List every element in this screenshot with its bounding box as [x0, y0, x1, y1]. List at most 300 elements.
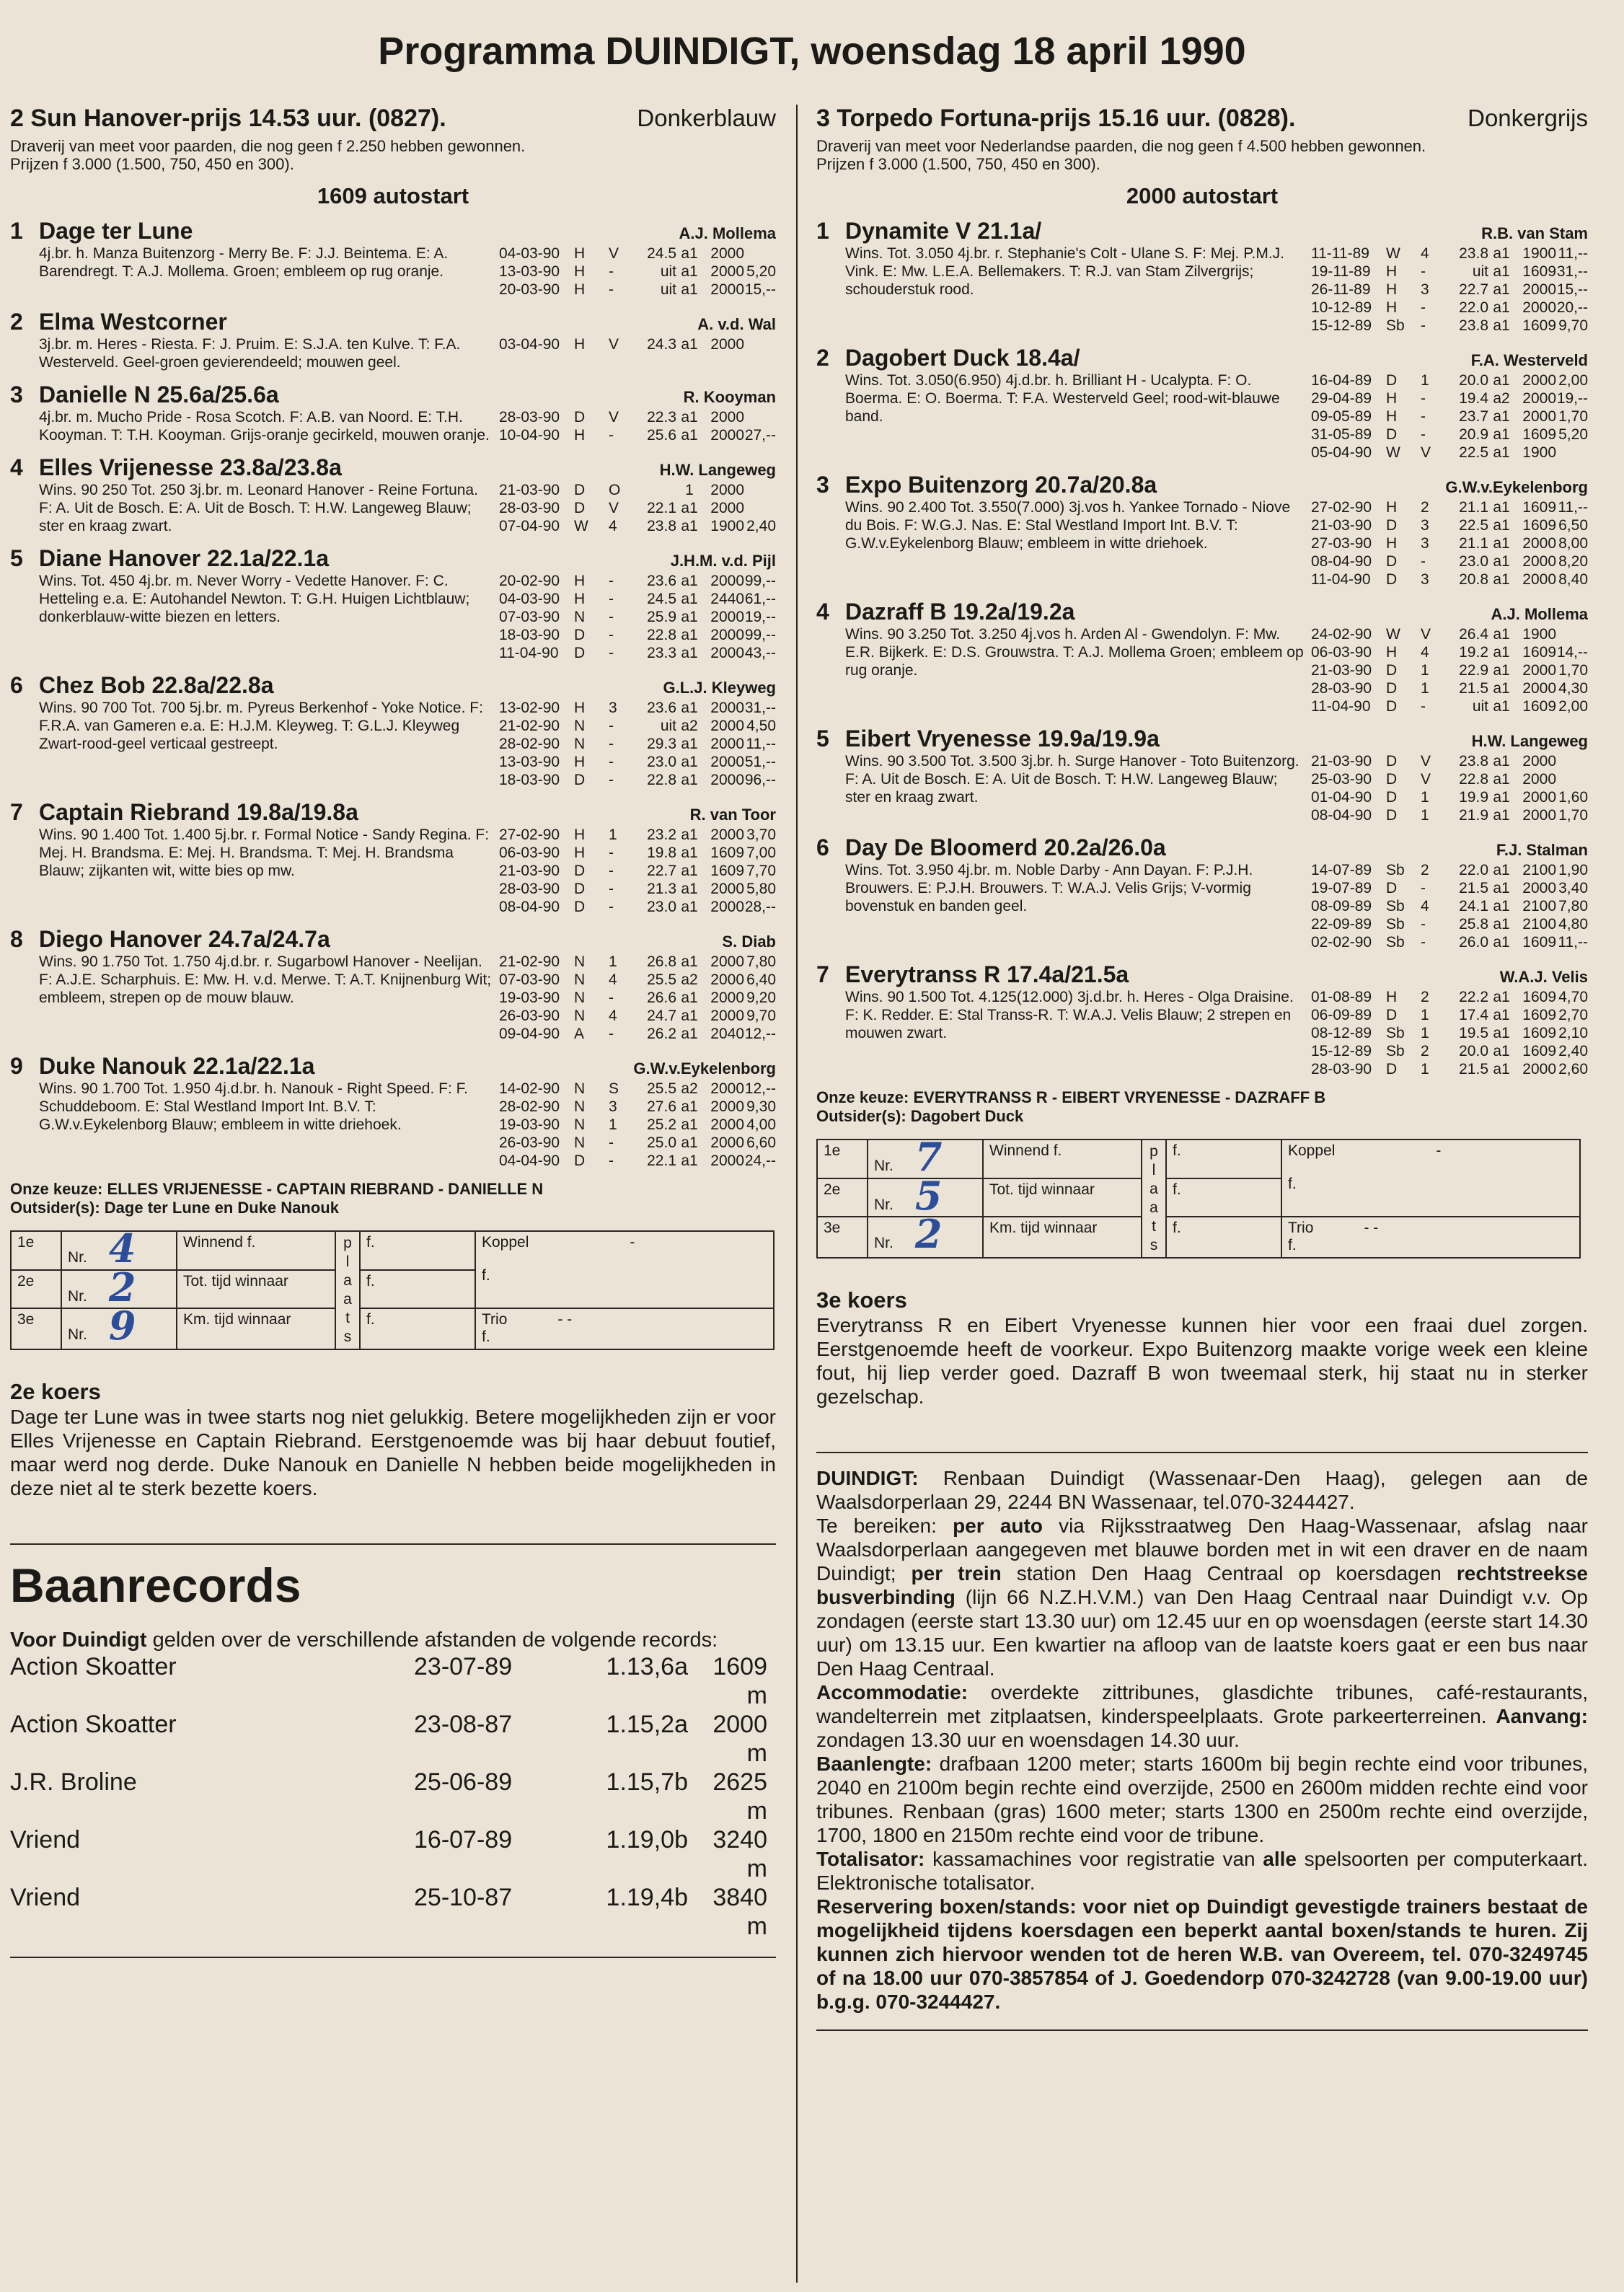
form-cell: D — [1386, 807, 1398, 824]
tip-trio — [1281, 1217, 1580, 1258]
form-cell: D — [1386, 662, 1398, 679]
form-cell: N — [574, 1008, 586, 1024]
form-cell: 24,-- — [744, 1152, 776, 1169]
entry-header — [10, 382, 776, 408]
form-cell: 51,-- — [744, 754, 776, 770]
race-2-header — [10, 105, 776, 133]
form-cell: 2,00 — [1558, 372, 1588, 389]
form-cell: - — [1421, 553, 1426, 570]
column-divider — [796, 105, 798, 2283]
form-cell: a1 — [1493, 753, 1510, 770]
form-cell: 2000 — [710, 971, 744, 988]
form-cell: 22.1 — [647, 500, 676, 516]
form-cell: a1 — [681, 772, 698, 788]
entry-info: Wins. 90 250 Tot. 250 3j.br. m. Leonard Hanover - Reine Fortuna. F: A. Uit de Bosch. E: A. Uit de Bosch. T: H.W. Langeweg Blauw; ster en kraag zwart. — [39, 482, 478, 534]
form-cell: a1 — [681, 500, 698, 516]
record-row — [10, 1652, 776, 1710]
form-cell: V — [609, 409, 619, 426]
record-cell: 2625 m — [712, 1768, 767, 1825]
form-row — [1311, 389, 1588, 407]
tip-row — [817, 1217, 1580, 1258]
baanrecords-intro-bold: Voor Duindigt — [10, 1628, 147, 1652]
tip-place: 1e — [11, 1231, 61, 1270]
baanrecords-intro-text: gelden over de verschillende afstanden de volgende records: — [146, 1628, 718, 1652]
form-cell: 2 — [1421, 989, 1429, 1005]
form-cell: 7,80 — [1558, 898, 1588, 914]
form-cell: 08-04-90 — [499, 899, 560, 915]
trainer-name: G.W.v.Eykelenborg — [1445, 478, 1588, 496]
form-cell — [1556, 444, 1588, 462]
form-cell: 23.0 — [647, 754, 676, 770]
form-cell: a1 — [1493, 1043, 1510, 1059]
form-cell: a2 — [681, 971, 698, 988]
entry-info: Wins. Tot. 450 4j.br. m. Never Worry - Vedette Hanover. F: C. Hetteling e.a. E: Autohandel Newton. T: G.H. Huigen Lichtblauw; donkerblauw-witte biezen en letters. — [39, 573, 470, 625]
race-3-koers-head: 3e koers — [816, 1287, 907, 1313]
form-cell: 11-04-90 — [1311, 571, 1371, 588]
form-cell: 2000 — [1522, 1061, 1556, 1077]
form-cell: 1,60 — [1558, 789, 1588, 806]
koppel-f: f. — [482, 1267, 490, 1284]
form-cell: 8,00 — [1558, 535, 1588, 552]
tip-place: 2e — [11, 1270, 61, 1309]
form-cell: 2000 — [1522, 553, 1556, 570]
form-cell: 1 — [1421, 662, 1429, 679]
form-cell: 01-08-89 — [1311, 989, 1372, 1005]
form-cell: 24.7 — [647, 1008, 676, 1024]
form-row — [499, 499, 776, 517]
entry-header — [10, 799, 776, 826]
record-cell: 23-07-89 — [414, 1653, 513, 1680]
race-2-pick: Onze keuze: ELLES VRIJENESSE - CAPTAIN RIEBRAND - DANIELLE N — [10, 1180, 544, 1198]
form-cell: - — [1421, 934, 1426, 951]
form-cell: 21-03-90 — [1311, 753, 1372, 770]
form-cell: 15,-- — [1556, 281, 1588, 298]
race-entry — [10, 309, 776, 371]
tip-label: Km. tijd winnaar — [983, 1217, 1142, 1258]
form-cell: 2100 — [1522, 862, 1556, 878]
entry-header — [10, 926, 776, 953]
form-cell: 1 — [1421, 372, 1429, 389]
tip-place: 2e — [817, 1178, 868, 1217]
record-cell: 3840 m — [712, 1884, 767, 1940]
form-cell: 22.0 — [1459, 299, 1488, 316]
form-cell: V — [1421, 753, 1431, 770]
form-cell: 3 — [1421, 281, 1429, 298]
form-cell: 05-04-90 — [1311, 444, 1372, 461]
form-cell: 2000 — [1522, 771, 1556, 788]
tip-nr-cell — [868, 1211, 983, 1258]
form-cell: 2000 — [1522, 372, 1556, 389]
form-cell: D — [1386, 553, 1398, 570]
form-row — [1311, 788, 1588, 806]
entry-info: Wins. Tot. 3.050 4j.br. r. Stephanie's Colt - Ulane S. F: Mej. P.M.J. Vink. E: Mw. L.E.A. Bellemakers. T: R.J. van Stam Zilvergrijs; schouderstuk rood. — [845, 245, 1284, 298]
entry-header — [816, 345, 1588, 371]
handwritten-number: 2 — [108, 1264, 136, 1310]
form-cell: a1 — [1493, 245, 1510, 262]
form-cell: 23.0 — [1459, 553, 1488, 570]
form-cell: V — [609, 500, 619, 516]
form-cell: 4,30 — [1558, 680, 1588, 697]
form-cell: 11-04-90 — [1311, 698, 1371, 715]
form-row — [499, 244, 776, 263]
info-bereik-3: station Den Haag Centraal op koersdagen — [1001, 1562, 1457, 1584]
form-cell: a1 — [681, 953, 698, 970]
form-cell: D — [1386, 698, 1398, 715]
entry-number: 6 — [10, 672, 23, 698]
form-cell: 4 — [609, 1008, 617, 1024]
info-bus: rechtstreekse busverbinding — [816, 1562, 1588, 1608]
form-cell: 2000 — [710, 645, 744, 661]
record-cell: Action Skoatter — [10, 1711, 177, 1738]
entry-number: 2 — [816, 345, 829, 371]
koppel-dash: - — [630, 1234, 635, 1251]
form-cell: 07-03-90 — [499, 971, 560, 988]
form-cell: - — [609, 281, 614, 298]
form-cell: 04-03-90 — [499, 591, 560, 607]
form-row — [499, 1116, 776, 1134]
record-cell: 1.13,6a — [606, 1653, 688, 1680]
form-cell: 21-03-90 — [1311, 517, 1372, 534]
form-cell: V — [1421, 444, 1431, 461]
form-cell: a1 — [1493, 408, 1510, 425]
form-cell: a1 — [1493, 426, 1510, 443]
form-row — [499, 699, 776, 717]
form-cell: 19.2 — [1459, 644, 1488, 661]
entry-header — [10, 454, 776, 481]
form-cell: 1,70 — [1558, 408, 1588, 425]
form-cell: 2000 — [710, 754, 744, 770]
form-cell: 25.0 — [647, 1134, 676, 1151]
form-cell: 26-03-90 — [499, 1008, 560, 1024]
divider — [10, 1957, 776, 1958]
form-cell: a1 — [681, 627, 698, 643]
entry-header — [816, 472, 1588, 498]
koppel-label — [482, 1234, 767, 1251]
form-cell: - — [609, 627, 614, 643]
form-cell: N — [574, 609, 586, 625]
race-entry — [10, 799, 776, 916]
form-cell: 1 — [609, 827, 617, 843]
form-cell: a1 — [1493, 1061, 1510, 1077]
form-cell: 4 — [1421, 245, 1429, 262]
form-cell: 1900 — [1522, 245, 1556, 262]
form-table — [499, 335, 776, 371]
horse-name — [10, 218, 193, 244]
form-cell: 61,-- — [744, 591, 776, 607]
tip-nr-cell — [61, 1303, 177, 1349]
form-cell: 21.9 — [1459, 807, 1488, 824]
form-cell: - — [1421, 698, 1426, 715]
form-cell: 14-02-90 — [499, 1080, 560, 1097]
form-cell: 1609 — [1522, 499, 1556, 516]
form-cell: D — [574, 627, 586, 643]
tip-f: f. — [1166, 1178, 1281, 1217]
form-cell: 7,00 — [746, 845, 776, 861]
form-cell: 23.2 — [647, 827, 676, 843]
form-row — [499, 1152, 776, 1170]
form-cell: 31-05-89 — [1311, 426, 1372, 443]
race-3-entries — [816, 218, 1588, 1078]
form-cell: a2 — [1493, 390, 1510, 407]
race-entry — [816, 726, 1588, 824]
koppel-text: Koppel — [1288, 1142, 1336, 1159]
form-row — [499, 880, 776, 898]
form-cell: 2000 — [710, 263, 744, 280]
form-cell: 2000 — [710, 409, 744, 426]
form-cell: a1 — [681, 427, 698, 444]
form-cell: a1 — [681, 1116, 698, 1133]
race-2-keuze — [10, 1180, 776, 1217]
form-cell: 25-03-90 — [1311, 771, 1372, 788]
entry-body — [39, 1080, 776, 1170]
form-row — [1311, 516, 1588, 534]
form-cell: a1 — [1493, 934, 1510, 951]
form-cell: a1 — [1493, 372, 1510, 389]
horse-name — [816, 472, 1157, 498]
form-row — [1311, 299, 1588, 317]
form-cell: O — [609, 482, 621, 498]
form-cell: 08-09-89 — [1311, 898, 1372, 914]
form-cell: 3 — [609, 1098, 617, 1115]
entry-body — [845, 244, 1588, 335]
form-row — [499, 1025, 776, 1043]
form-cell: - — [609, 754, 614, 770]
form-cell: 2000 — [710, 953, 744, 970]
form-cell: 1,70 — [1558, 807, 1588, 824]
form-cell: 12,-- — [744, 1026, 776, 1042]
tip-label: Winnend f. — [177, 1231, 335, 1270]
form-cell: N — [574, 1134, 586, 1151]
form-cell: D — [1386, 880, 1398, 896]
race-3-start: 2000 autostart — [1126, 183, 1279, 208]
entry-body — [39, 335, 776, 371]
form-cell: a1 — [1493, 789, 1510, 806]
form-cell: 08-12-89 — [1311, 1025, 1372, 1041]
horse-name-text: Expo Buitenzorg 20.7a/20.8a — [845, 472, 1157, 498]
form-cell: W — [1386, 626, 1400, 643]
form-row — [1311, 317, 1588, 335]
form-row — [1311, 1006, 1588, 1024]
form-cell: 3 — [1421, 571, 1429, 588]
form-row — [1311, 643, 1588, 661]
form-row — [499, 517, 776, 535]
form-cell: H — [1386, 390, 1398, 407]
form-row — [1311, 534, 1588, 552]
info-baan-text: drafbaan 1200 meter; starts 1600m bij begin rechte eind voor tribunes, 2040 en 2100m begin rechte eind overzijde, 2500 en 2600m midden rechte eind voor tribunes. Renbaan (gras) 1600 meter; starts 1300 en 2500m rechte eind overzijde, 1700, 1800 en 2150m rechte eind voor de tribune. — [816, 1753, 1588, 1846]
form-cell: D — [574, 881, 586, 897]
form-cell: a1 — [1493, 989, 1510, 1005]
form-cell: - — [609, 881, 614, 897]
form-cell: 6,50 — [1558, 517, 1588, 534]
entry-header — [816, 834, 1588, 861]
trio-dash: - - — [1364, 1220, 1379, 1237]
form-cell: 23.8 — [1459, 245, 1488, 262]
form-cell: - — [609, 1152, 614, 1169]
form-cell: 26.6 — [647, 989, 676, 1006]
form-row — [499, 898, 776, 916]
entry-body — [845, 988, 1588, 1078]
form-cell: N — [574, 718, 586, 734]
trainer-name: R. van Toor — [689, 806, 776, 824]
record-cell: 25-10-87 — [414, 1884, 513, 1911]
record-cell: 1609 m — [712, 1653, 767, 1709]
form-cell: 1609 — [1522, 263, 1556, 280]
form-cell: a1 — [681, 263, 698, 280]
tip-nr-label: Nr. — [874, 1196, 893, 1213]
entry-number: 6 — [816, 834, 829, 860]
entry-header — [10, 218, 776, 244]
form-cell: 1609 — [1522, 1025, 1556, 1041]
form-cell: - — [1421, 408, 1426, 425]
horse-name — [816, 834, 1166, 861]
form-cell: a1 — [681, 736, 698, 752]
form-cell: W — [1386, 245, 1400, 262]
entry-number: 4 — [816, 599, 829, 625]
form-cell: D — [574, 500, 586, 516]
form-cell: V — [1421, 771, 1431, 788]
form-cell: D — [574, 1152, 586, 1169]
entry-header — [10, 1053, 776, 1080]
form-table — [499, 826, 776, 916]
form-cell: 29.3 — [647, 736, 676, 752]
race-entry — [10, 218, 776, 299]
form-cell: 2000 — [710, 427, 744, 444]
trainer-name: A. v.d. Wal — [697, 315, 776, 333]
trainer-name: S. Diab — [722, 933, 776, 951]
form-cell: - — [609, 989, 614, 1006]
form-cell: 19,-- — [1556, 390, 1588, 407]
form-cell: 1900 — [710, 518, 744, 534]
form-cell: - — [609, 863, 614, 879]
form-row — [1311, 552, 1588, 570]
form-cell: 04-04-90 — [499, 1152, 560, 1169]
form-cell: a1 — [1493, 499, 1510, 516]
form-cell: 15-12-89 — [1311, 317, 1372, 334]
race-2-description — [10, 137, 776, 173]
record-cell: J.R. Broline — [10, 1768, 137, 1796]
form-row — [499, 1098, 776, 1116]
form-cell: 23.0 — [647, 899, 676, 915]
form-cell: 13-02-90 — [499, 700, 560, 716]
koppel-f: f. — [1288, 1176, 1297, 1192]
info-tot-text-2: spelsoorten per computerkaart. Elektronische totalisator. — [816, 1848, 1588, 1894]
form-cell: a1 — [681, 336, 698, 353]
form-cell: Sb — [1386, 317, 1405, 334]
form-cell: 22.5 — [1459, 517, 1488, 534]
form-cell: - — [609, 263, 614, 280]
form-row — [499, 281, 776, 299]
record-row — [10, 1710, 776, 1768]
form-row — [499, 1080, 776, 1098]
entry-number: 7 — [10, 799, 23, 825]
form-cell: 96,-- — [744, 772, 776, 788]
form-cell: 2000 — [710, 899, 744, 915]
tip-f: f. — [360, 1308, 475, 1349]
info-aanvang-text: zondagen 13.30 uur en woensdagen 14.30 uur. — [816, 1729, 1240, 1751]
form-cell: 21.5 — [1459, 1061, 1488, 1077]
form-row — [499, 335, 776, 353]
form-row — [1311, 679, 1588, 697]
form-cell: D — [1386, 1007, 1398, 1023]
form-row — [1311, 770, 1588, 788]
form-row — [1311, 371, 1588, 389]
tip-f: f. — [360, 1231, 475, 1270]
form-cell: 2000 — [1522, 880, 1556, 896]
form-row — [1311, 661, 1588, 679]
form-cell: 2000 — [1522, 753, 1556, 770]
form-cell: a1 — [1493, 1025, 1510, 1041]
form-cell: - — [609, 736, 614, 752]
form-cell: 2100 — [1522, 898, 1556, 914]
form-cell: a1 — [681, 609, 698, 625]
form-cell: 1609 — [1522, 698, 1556, 715]
race-2-start: 1609 autostart — [317, 183, 469, 208]
horse-name — [10, 1053, 314, 1080]
tip-trio — [475, 1308, 774, 1349]
form-cell: N — [574, 1080, 586, 1097]
form-cell: 19,-- — [744, 609, 776, 625]
horse-name — [816, 218, 1041, 244]
form-cell: a2 — [681, 718, 698, 734]
form-cell: 5,80 — [746, 881, 776, 897]
tip-koppel — [475, 1231, 774, 1308]
form-cell: 28-02-90 — [499, 1098, 560, 1115]
form-row — [499, 862, 776, 880]
baanrecords-title: Baanrecords — [10, 1559, 301, 1612]
race-2-outsider: Outsider(s): Dage ter Lune en Duke Nanouk — [10, 1199, 339, 1217]
divider — [816, 1452, 1588, 1453]
form-cell: H — [574, 245, 586, 262]
form-cell: D — [574, 409, 586, 426]
form-table — [1311, 861, 1588, 951]
form-cell: 1 — [1421, 789, 1429, 806]
form-cell: a1 — [681, 881, 698, 897]
entry-info: Wins. 90 2.400 Tot. 3.550(7.000) 3j.vos h. Yankee Tornado - Niove du Bois. F: W.G.J. Nas. E: Stal Westland Import Int. B.V. T: G.W.v.Eykelenborg Blauw; embleem in witte driehoek. — [845, 499, 1291, 552]
form-cell: Sb — [1386, 898, 1405, 914]
entry-body — [845, 752, 1588, 824]
entry-header — [10, 545, 776, 572]
form-cell: 22.8 — [1459, 771, 1488, 788]
race-3-outsider: Outsider(s): Dagobert Duck — [816, 1107, 1024, 1125]
tip-grid — [816, 1134, 1581, 1259]
form-cell: 1609 — [1522, 989, 1556, 1005]
form-table — [1311, 752, 1588, 824]
form-cell: - — [609, 718, 614, 734]
form-cell: - — [609, 899, 614, 915]
entry-number: 1 — [10, 218, 23, 244]
form-cell: H — [1386, 299, 1398, 316]
form-row — [499, 989, 776, 1007]
trainer-name: J.H.M. v.d. Pijl — [670, 552, 776, 570]
form-cell: a1 — [1493, 517, 1510, 534]
form-cell: 09-05-89 — [1311, 408, 1372, 425]
form-cell: 22.3 — [647, 409, 676, 426]
info-acc-text: overdekte zittribunes, glasdichte tribunes, café-restaurants, wandelterrein met zitplaatsen, kinderspeelplaats. Grote parkeerterreinen. — [816, 1681, 1588, 1727]
form-cell: a1 — [1493, 299, 1510, 316]
form-cell: 2000 — [710, 736, 744, 752]
entry-info: Wins. 90 3.250 Tot. 3.250 4j.vos h. Arden Al - Gwendolyn. F: Mw. E.R. Bijkerk. E: D.S. Grouwstra. T: A.J. Mollema Groen; embleem op rug oranje. — [845, 626, 1304, 679]
form-cell: H — [1386, 281, 1398, 298]
entry-info: Wins. 90 700 Tot. 700 5j.br. m. Pyreus Berkenhof - Yoke Notice. F: F.R.A. van Gameren e.a. E: H.J.M. Kleyweg. T: G.L.J. Kleyweg Zwart-rood-geel verticaal gestreept. — [39, 700, 483, 752]
horse-name-text: Elles Vrijenesse 23.8a/23.8a — [39, 454, 342, 480]
form-cell: 25.5 — [647, 1080, 676, 1097]
horse-name — [816, 726, 1160, 752]
form-cell: D — [1386, 571, 1398, 588]
form-cell: 10-12-89 — [1311, 299, 1372, 316]
form-row — [499, 608, 776, 626]
form-cell: 21-02-90 — [499, 953, 560, 970]
info-tot-text-1: kassamachines voor registratie van — [924, 1848, 1263, 1870]
